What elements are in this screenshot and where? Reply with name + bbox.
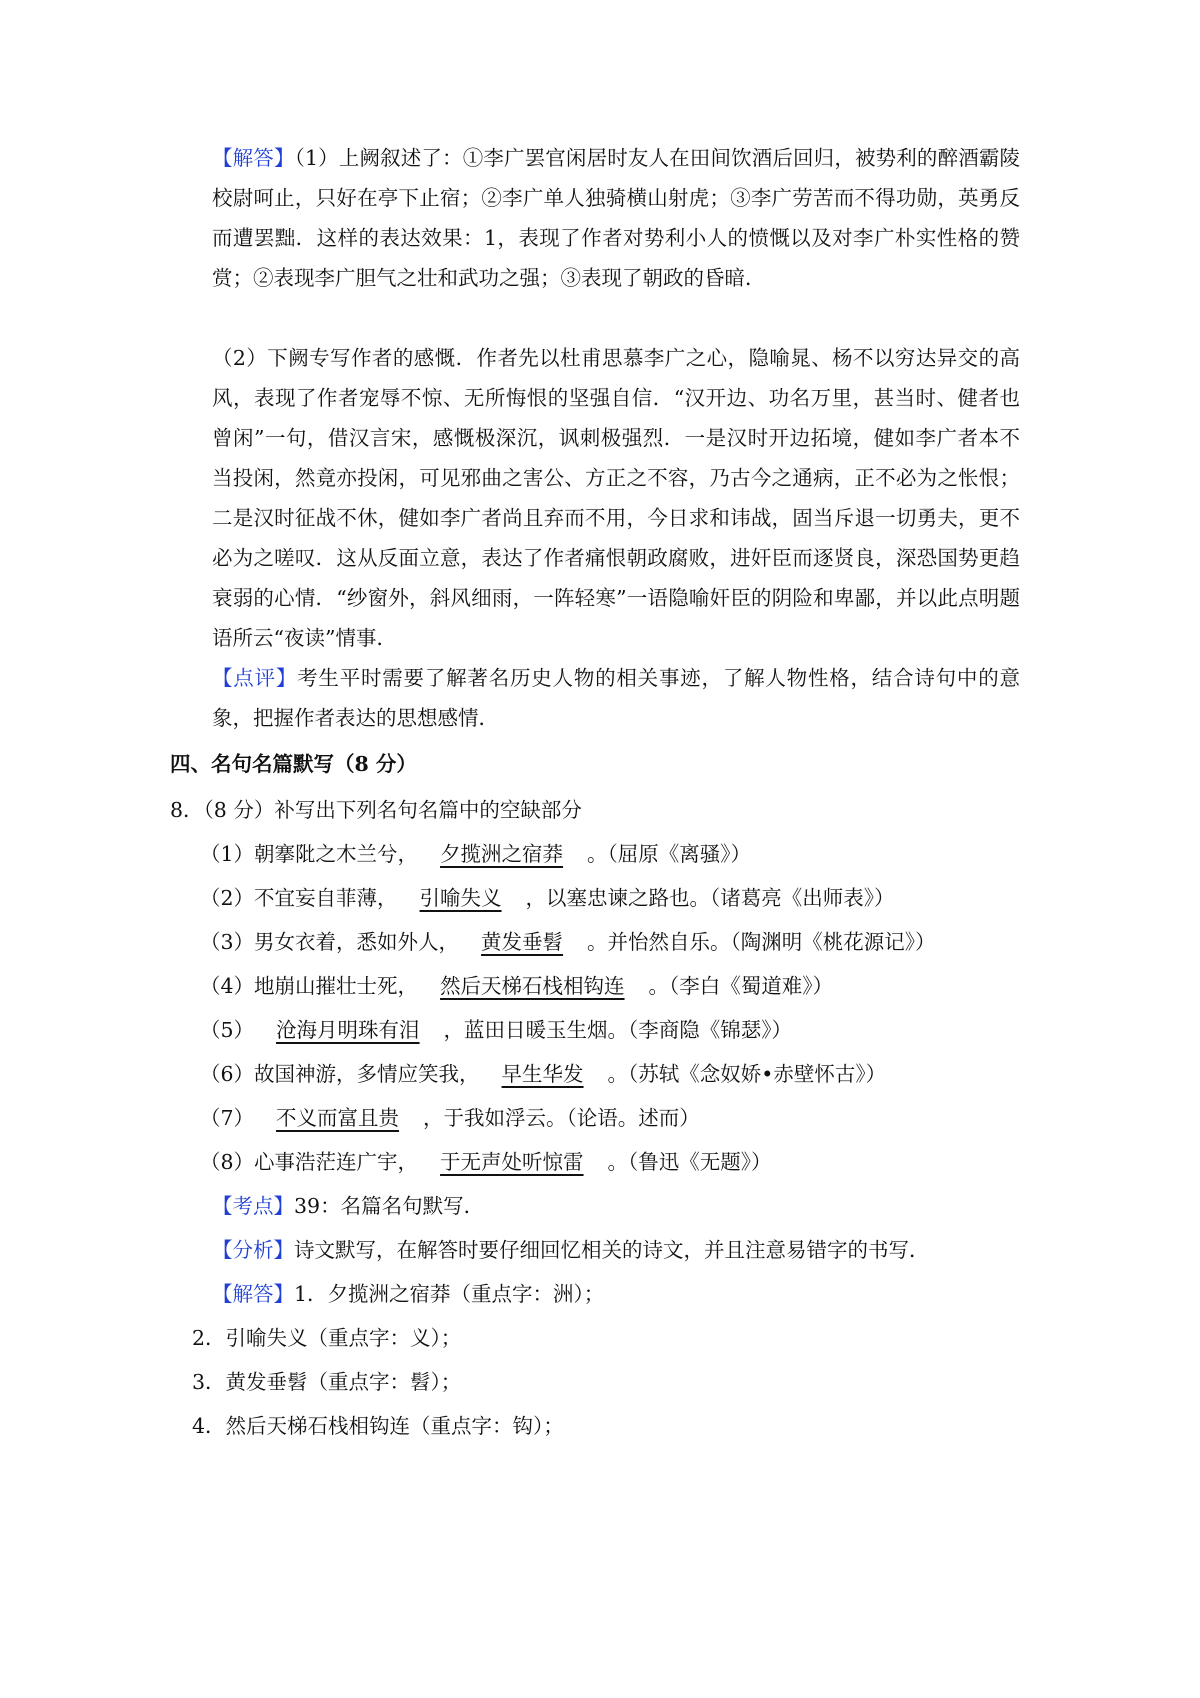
fill-item-4: （4）地崩山摧壮士死， 然后天梯石栈相钩连 。（李白《蜀道难》）: [200, 974, 834, 998]
fill-answer: 沧海月明珠有泪: [276, 1018, 420, 1042]
section-heading: 四、名句名篇默写（8 分）: [170, 752, 417, 776]
fenxi-tag: 【分析】: [212, 1238, 294, 1262]
fill-answer: 于无声处听惊雷: [440, 1150, 584, 1174]
fill-answer: 早生华发: [501, 1062, 584, 1086]
answer-paragraph-1: [212, 138, 1020, 298]
answer-tag: 【解答】: [212, 146, 295, 170]
jieda-line-4: 4．然后天梯石栈相钩连（重点字：钩）；: [192, 1414, 564, 1438]
fill-item-5: （5） 沧海月明珠有泪 ，蓝田日暖玉生烟。（李商隐《锦瑟》）: [200, 1018, 793, 1042]
fill-item-2: （2）不宜妄自菲薄， 引喻失义 ，以塞忠谏之路也。（诸葛亮《出师表》）: [200, 886, 895, 910]
kaodian-line: 【考点】39：名篇名句默写．: [212, 1194, 485, 1218]
jieda-line-2: 2．引喻失义（重点字：义）；: [192, 1326, 462, 1350]
fill-answer: 不义而富且贵: [276, 1106, 400, 1130]
comment-tag: 【点评】: [212, 666, 298, 690]
answer-text-2: （2）下阙专写作者的感慨．作者先以杜甫思慕李广之心，隐喻晁、杨不以穷达异交的高风，表现了作者宠辱不惊、无所悔恨的坚强自信．“汉开边、功名万里，甚当时、健者也曾闲”一句，借汉言宋，感慨极深沉，讽刺极强烈．一是汉时开边拓境，健如李广者本不当投闲，然竟亦投闲，可见邪曲之害公、方正之不容，乃古今之通病，正不必为之怅恨；二是汉时征战不休，健如李广者尚且弃而不用，今日求和讳战，固当斥退一切勇夫，更不必为之嗟叹．这从反面立意，表达了作者痛恨朝政腐败，进奸臣而逐贤良，深恐国势更趋衰弱的心情．“纱窗外，斜风细雨，一阵轻寒”一语隐喻奸臣的阴险和卑鄙，并以此点明题语所云“夜读”情事．: [212, 346, 1020, 650]
question-stem: 8．（8 分）补写出下列名句名篇中的空缺部分: [170, 798, 582, 822]
fill-answer: 夕揽洲之宿莽: [440, 842, 564, 866]
answer-text: （1）上阙叙述了：①李广罢官闲居时友人在田间饮酒后回归，被势利的醉酒霸陵校尉呵止，只好在亭下止宿；②李广单人独骑横山射虎；③李广劳苦而不得功勋，英勇反而遭罢黜．这样的表达效果：1，表现了作者对势利小人的愤慨以及对李广朴实性格的赞赏；②表现李广胆气之壮和武功之强；③表现了朝政的昏暗．: [212, 146, 1021, 290]
jieda-line-1: 【解答】1．夕揽洲之宿莽（重点字：洲）；: [212, 1282, 605, 1306]
fill-item-6: （6）故国神游，多情应笑我， 早生华发 。（苏轼《念奴娇•赤壁怀古》）: [200, 1062, 887, 1086]
fill-item-7: （7） 不义而富且贵 ，于我如浮云。（论语。述而）: [200, 1106, 700, 1130]
answer-paragraph-2: [212, 338, 1020, 658]
jieda-tag: 【解答】: [212, 1282, 294, 1306]
fill-answer: 黄发垂髫: [481, 930, 564, 954]
fenxi-line: 【分析】诗文默写，在解答时要仔细回忆相关的诗文，并且注意易错字的书写．: [212, 1238, 930, 1262]
fill-item-3: （3）男女衣着，悉如外人， 黄发垂髫 。并怡然自乐。（陶渊明《桃花源记》）: [200, 930, 936, 954]
jieda-line-3: 3．黄发垂髫（重点字：髫）；: [192, 1370, 462, 1394]
comment-paragraph: [212, 658, 1020, 738]
fill-answer: 然后天梯石栈相钩连: [440, 974, 625, 998]
fill-answer: 引喻失义: [419, 886, 502, 910]
fill-item-1: （1）朝搴阰之木兰兮， 夕揽洲之宿莽 。（屈原《离骚》）: [200, 842, 752, 866]
fill-item-8: （8）心事浩茫连广宇， 于无声处听惊雷 。（鲁迅《无题》）: [200, 1150, 772, 1174]
comment-text: 考生平时需要了解著名历史人物的相关事迹，了解人物性格，结合诗句中的意象，把握作者表达的思想感情．: [212, 666, 1021, 730]
kaodian-tag: 【考点】: [212, 1194, 294, 1218]
